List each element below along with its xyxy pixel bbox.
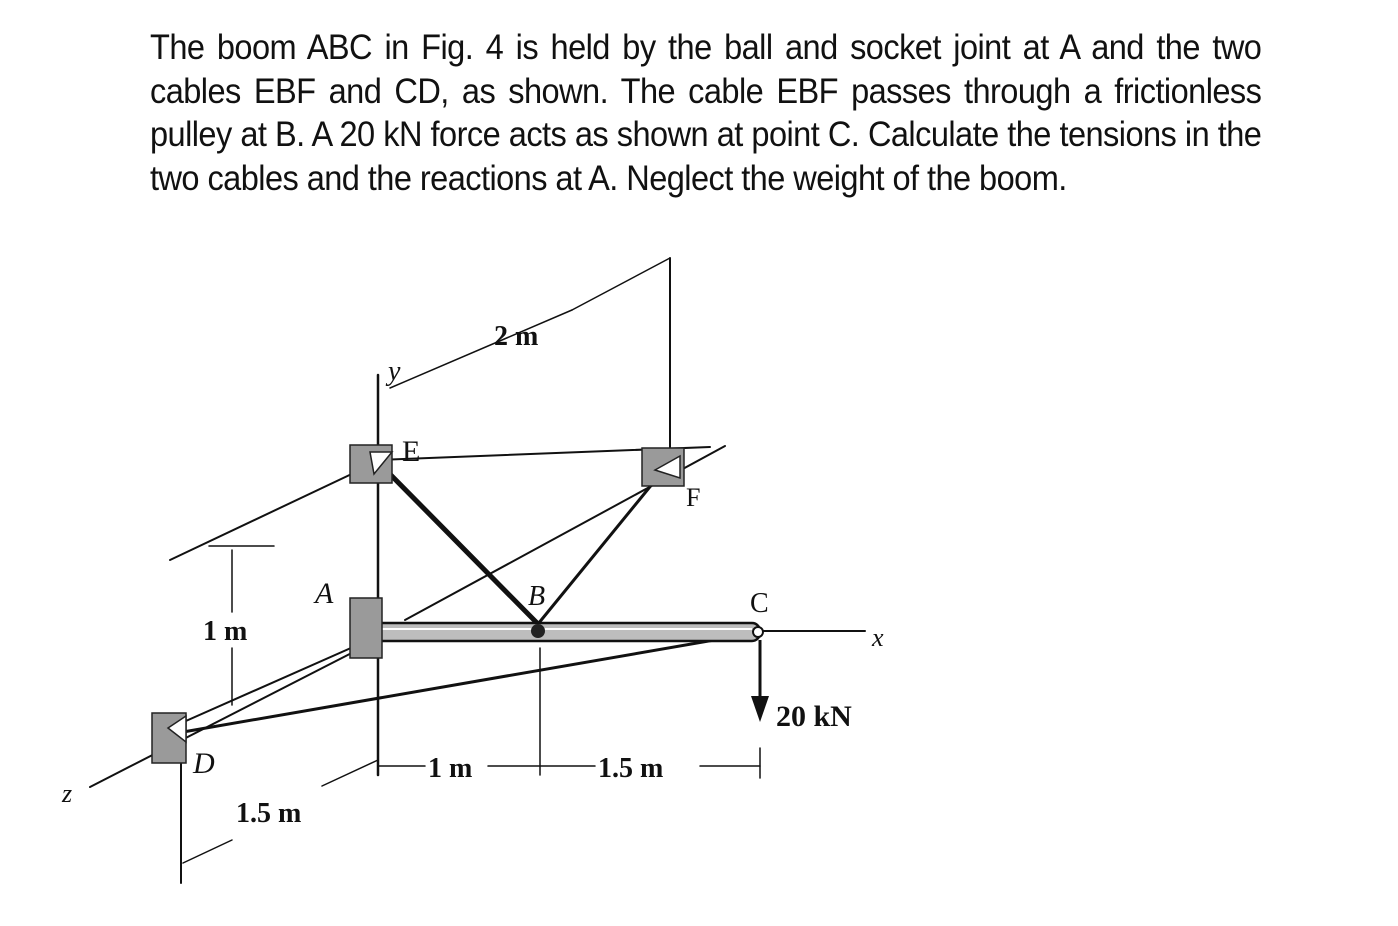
dim-label-1.5m-depth: 1.5 m — [236, 798, 302, 829]
label-y: y — [388, 356, 401, 387]
label-d: D — [193, 747, 215, 780]
dim-label-1m: 1 m — [203, 616, 248, 647]
dim-label-1.5m-bc: 1.5 m — [598, 753, 664, 784]
label-c: C — [750, 588, 769, 619]
dim-1.5m-depth-lower — [183, 840, 232, 863]
bracket-e — [350, 445, 392, 483]
label-b: B — [528, 581, 546, 612]
label-z: z — [62, 779, 73, 808]
bracket-a — [350, 598, 382, 658]
label-a: A — [315, 577, 334, 610]
load-arrowhead — [751, 696, 769, 722]
pulley-b — [531, 624, 545, 638]
z-axis — [90, 640, 377, 787]
line-a-d — [170, 636, 378, 728]
bracket-d — [152, 713, 186, 763]
cable-bf — [538, 472, 662, 624]
label-x: x — [872, 623, 884, 652]
dim-1.5m-depth-upper — [322, 760, 378, 786]
dim-label-1m-ab: 1 m — [428, 753, 473, 784]
dim-2m-line-right — [572, 258, 670, 310]
dim-label-2m: 2 m — [494, 321, 539, 352]
cable-eb — [378, 462, 538, 624]
cable-cd — [183, 633, 755, 732]
problem-statement: The boom ABC in Fig. 4 is held by the ball and socket joint at A and the two cables EBF and CD, as shown. The cable EBF passes through a frictionless pulley at B. A 20 kN force acts as shown at point C. Calculate the tensions in the two cables and the reactions at A. Neglect the weight of the boom. — [150, 28, 1262, 198]
label-e: E — [402, 435, 421, 468]
dim-2m-line — [390, 310, 572, 388]
load-label: 20 kN — [776, 700, 852, 733]
bracket-f — [642, 448, 684, 486]
label-f: F — [686, 483, 701, 512]
boom-abc — [374, 623, 760, 641]
joint-c — [753, 627, 763, 637]
